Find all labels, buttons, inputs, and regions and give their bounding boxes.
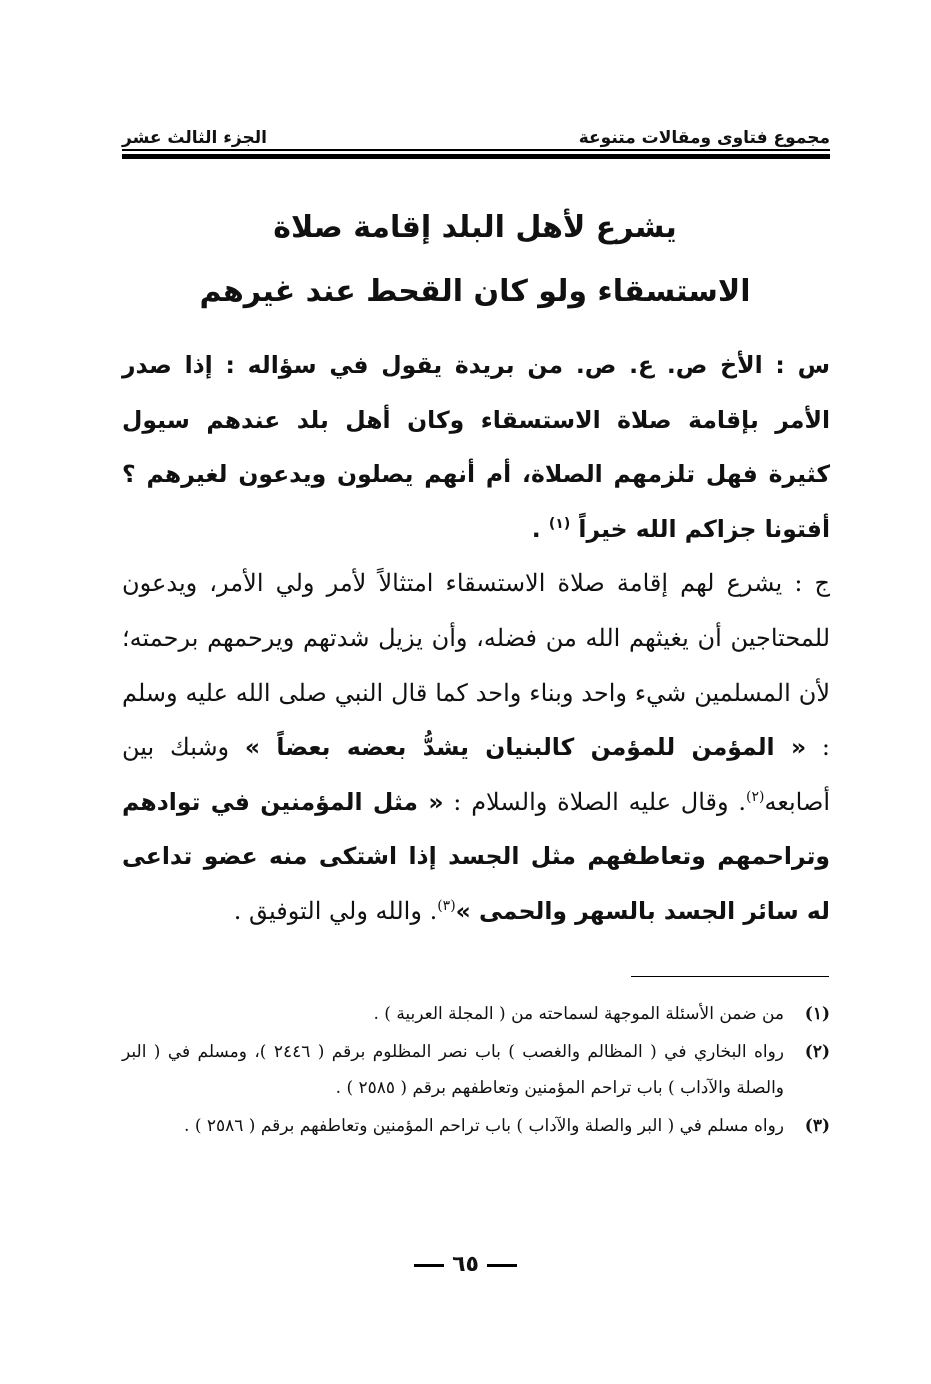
title-line-1: يشرع لأهل البلد إقامة صلاة — [273, 210, 677, 245]
answer-text-3: . وقال عليه الصلاة والسلام : — [443, 787, 747, 816]
footnote-1 — [122, 996, 830, 1032]
running-header — [122, 118, 830, 148]
question-text: الأخ ص. ع. ص. من بريدة يقول في سؤاله : إذا صدر الأمر بإقامة صلاة الاستسقاء وكان أهل بلد عندهم سيول كثيرة فهل تلزمهم الصلاة، أم أنهم يصلون ويدعون لغيرهم ؟ أفتونا جزاكم الله خيراً — [122, 351, 830, 543]
page-number — [0, 1252, 931, 1277]
question-paragraph — [122, 338, 830, 556]
footnote-number: (٢) — [804, 1042, 830, 1062]
hadith-1: « المؤمن للمؤمن كالبنيان يشدُّ بعضه بعضاً » — [244, 733, 807, 762]
answer-text-2: وشبك بين أصابعه — [122, 733, 830, 816]
footnote-ref-2: (٢) — [746, 788, 765, 805]
title-line-2: الاستسقاء ولو كان القحط عند غيرهم — [199, 274, 751, 309]
footnote-3 — [122, 1108, 830, 1144]
page-number-dash — [414, 1264, 444, 1267]
fatwa-body — [122, 338, 830, 939]
footnote-ref-3: (٣) — [437, 897, 456, 914]
answer-paragraph — [122, 556, 830, 938]
footnote-ref-1: (١) — [548, 515, 571, 532]
footnote-number: (٣) — [804, 1116, 830, 1136]
footnote-number: (١) — [804, 1004, 830, 1024]
footnote-separator — [631, 976, 829, 977]
answer-text-1: ج : يشرع لهم إقامة صلاة الاستسقاء امتثالاً لأمر ولي الأمر، ويدعون للمحتاجين أن يغيثهم الله من فضله، وأن يزيل شدتهم ويرحمهم برحمته؛ لأن المسلمين شيء واحد وبناء واحد كما قال النبي صلى الله عليه وسلم : — [122, 569, 830, 762]
page-number-dash — [487, 1264, 517, 1267]
question-prefix: س : — [762, 351, 830, 379]
page-number-value: ٦٥ — [452, 1252, 479, 1277]
header-rule-thin — [122, 149, 830, 151]
hadith-2: « مثل المؤمنين في توادهم وتراحمهم وتعاطفهم مثل الجسد إذا اشتكى منه عضو تداعى له سائر الجسد بالسهر والحمى » — [122, 787, 830, 925]
header-rule-thick — [122, 154, 830, 159]
volume-label: الجزء الثالث عشر — [122, 128, 267, 148]
fatwa-title — [150, 196, 800, 324]
footnote-text: رواه البخاري في ( المظالم والغصب ) باب نصر المظلوم برقم ( ٢٤٤٦ )، ومسلم في ( البر والصلة والآداب ) باب تراحم المؤمنين وتعاطفهم برقم ( ٢٥٨٥ ) . — [122, 1042, 784, 1098]
footnote-text: رواه مسلم في ( البر والصلة والآداب ) باب تراحم المؤمنين وتعاطفهم برقم ( ٢٥٨٦ ) . — [184, 1116, 784, 1136]
footnotes — [122, 996, 830, 1146]
answer-text-4: . والله ولي التوفيق . — [233, 896, 438, 925]
footnote-text: من ضمن الأسئلة الموجهة لسماحته من ( المجلة العربية ) . — [373, 1004, 784, 1024]
book-title: مجموع فتاوى ومقالات متنوعة — [578, 128, 830, 148]
footnote-2 — [122, 1034, 830, 1106]
question-end: . — [531, 514, 549, 543]
